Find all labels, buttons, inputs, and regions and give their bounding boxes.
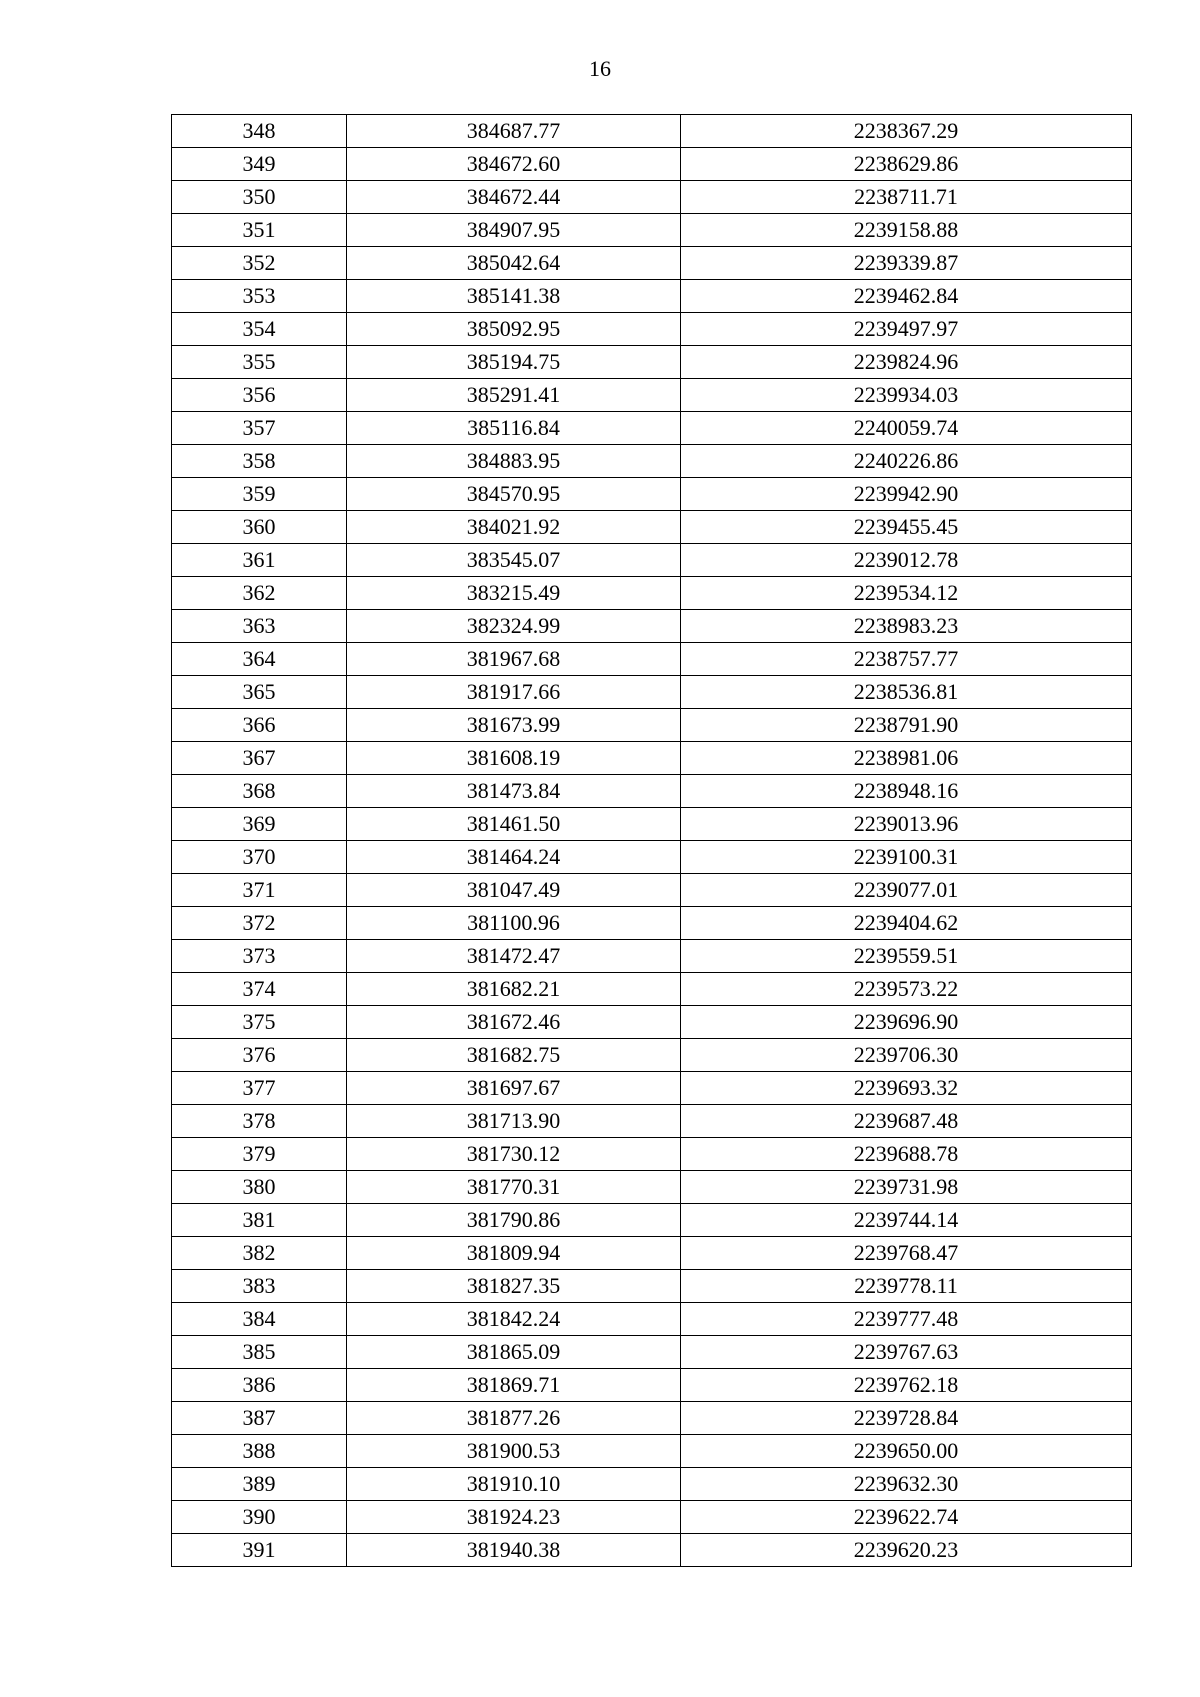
table-row <box>172 1237 1132 1270</box>
x-coordinate-cell: 382324.99 <box>347 610 681 643</box>
x-coordinate-cell: 385042.64 <box>347 247 681 280</box>
y-coordinate-cell: 2240226.86 <box>681 445 1132 478</box>
y-coordinate-cell: 2239632.30 <box>681 1468 1132 1501</box>
x-coordinate-cell: 381917.66 <box>347 676 681 709</box>
point-number-cell: 359 <box>172 478 347 511</box>
y-coordinate-cell: 2239620.23 <box>681 1534 1132 1567</box>
y-coordinate-cell: 2239728.84 <box>681 1402 1132 1435</box>
y-coordinate-cell: 2239744.14 <box>681 1204 1132 1237</box>
x-coordinate-cell: 381865.09 <box>347 1336 681 1369</box>
point-number-cell: 379 <box>172 1138 347 1171</box>
y-coordinate-cell: 2239534.12 <box>681 577 1132 610</box>
x-coordinate-cell: 381869.71 <box>347 1369 681 1402</box>
table-row <box>172 1270 1132 1303</box>
x-coordinate-cell: 381924.23 <box>347 1501 681 1534</box>
y-coordinate-cell: 2239731.98 <box>681 1171 1132 1204</box>
y-coordinate-cell: 2238981.06 <box>681 742 1132 775</box>
x-coordinate-cell: 385194.75 <box>347 346 681 379</box>
table-row <box>172 346 1132 379</box>
x-coordinate-cell: 381047.49 <box>347 874 681 907</box>
table-row <box>172 1303 1132 1336</box>
y-coordinate-cell: 2239696.90 <box>681 1006 1132 1039</box>
y-coordinate-cell: 2239339.87 <box>681 247 1132 280</box>
table-row <box>172 610 1132 643</box>
x-coordinate-cell: 384672.60 <box>347 148 681 181</box>
point-number-cell: 389 <box>172 1468 347 1501</box>
x-coordinate-cell: 381673.99 <box>347 709 681 742</box>
point-number-cell: 354 <box>172 313 347 346</box>
point-number-cell: 367 <box>172 742 347 775</box>
y-coordinate-cell: 2239693.32 <box>681 1072 1132 1105</box>
point-number-cell: 369 <box>172 808 347 841</box>
x-coordinate-cell: 384907.95 <box>347 214 681 247</box>
table-row <box>172 1336 1132 1369</box>
y-coordinate-cell: 2239687.48 <box>681 1105 1132 1138</box>
y-coordinate-cell: 2239077.01 <box>681 874 1132 907</box>
table-row <box>172 973 1132 1006</box>
point-number-cell: 371 <box>172 874 347 907</box>
point-number-cell: 387 <box>172 1402 347 1435</box>
point-number-cell: 386 <box>172 1369 347 1402</box>
y-coordinate-cell: 2239762.18 <box>681 1369 1132 1402</box>
table-row <box>172 280 1132 313</box>
point-number-cell: 360 <box>172 511 347 544</box>
table-row <box>172 742 1132 775</box>
table-row <box>172 1171 1132 1204</box>
y-coordinate-cell: 2239622.74 <box>681 1501 1132 1534</box>
table-row <box>172 214 1132 247</box>
y-coordinate-cell: 2239559.51 <box>681 940 1132 973</box>
point-number-cell: 380 <box>172 1171 347 1204</box>
table-row <box>172 1204 1132 1237</box>
point-number-cell: 391 <box>172 1534 347 1567</box>
coordinates-table-body <box>172 115 1132 1567</box>
table-row <box>172 1369 1132 1402</box>
x-coordinate-cell: 384021.92 <box>347 511 681 544</box>
y-coordinate-cell: 2239497.97 <box>681 313 1132 346</box>
x-coordinate-cell: 381697.67 <box>347 1072 681 1105</box>
point-number-cell: 348 <box>172 115 347 148</box>
y-coordinate-cell: 2240059.74 <box>681 412 1132 445</box>
x-coordinate-cell: 381682.75 <box>347 1039 681 1072</box>
x-coordinate-cell: 381472.47 <box>347 940 681 973</box>
table-row <box>172 643 1132 676</box>
table-row <box>172 1468 1132 1501</box>
point-number-cell: 357 <box>172 412 347 445</box>
x-coordinate-cell: 381464.24 <box>347 841 681 874</box>
x-coordinate-cell: 381100.96 <box>347 907 681 940</box>
x-coordinate-cell: 381730.12 <box>347 1138 681 1171</box>
y-coordinate-cell: 2239158.88 <box>681 214 1132 247</box>
x-coordinate-cell: 381672.46 <box>347 1006 681 1039</box>
point-number-cell: 384 <box>172 1303 347 1336</box>
y-coordinate-cell: 2239824.96 <box>681 346 1132 379</box>
table-row <box>172 148 1132 181</box>
point-number-cell: 374 <box>172 973 347 1006</box>
y-coordinate-cell: 2239455.45 <box>681 511 1132 544</box>
coordinates-table <box>171 114 1132 1567</box>
point-number-cell: 375 <box>172 1006 347 1039</box>
table-row <box>172 544 1132 577</box>
table-row <box>172 1138 1132 1171</box>
y-coordinate-cell: 2238367.29 <box>681 115 1132 148</box>
point-number-cell: 372 <box>172 907 347 940</box>
point-number-cell: 365 <box>172 676 347 709</box>
point-number-cell: 352 <box>172 247 347 280</box>
table-row <box>172 841 1132 874</box>
y-coordinate-cell: 2239573.22 <box>681 973 1132 1006</box>
table-row <box>172 247 1132 280</box>
x-coordinate-cell: 381608.19 <box>347 742 681 775</box>
point-number-cell: 368 <box>172 775 347 808</box>
point-number-cell: 353 <box>172 280 347 313</box>
table-row <box>172 511 1132 544</box>
table-row <box>172 478 1132 511</box>
table-row <box>172 709 1132 742</box>
x-coordinate-cell: 381877.26 <box>347 1402 681 1435</box>
page-number: 16 <box>589 56 611 81</box>
point-number-cell: 364 <box>172 643 347 676</box>
x-coordinate-cell: 381770.31 <box>347 1171 681 1204</box>
table-row <box>172 1435 1132 1468</box>
point-number-cell: 382 <box>172 1237 347 1270</box>
x-coordinate-cell: 381910.10 <box>347 1468 681 1501</box>
x-coordinate-cell: 385092.95 <box>347 313 681 346</box>
table-row <box>172 379 1132 412</box>
y-coordinate-cell: 2238711.71 <box>681 181 1132 214</box>
x-coordinate-cell: 384883.95 <box>347 445 681 478</box>
y-coordinate-cell: 2239100.31 <box>681 841 1132 874</box>
y-coordinate-cell: 2239778.11 <box>681 1270 1132 1303</box>
x-coordinate-cell: 385291.41 <box>347 379 681 412</box>
y-coordinate-cell: 2239706.30 <box>681 1039 1132 1072</box>
x-coordinate-cell: 385116.84 <box>347 412 681 445</box>
x-coordinate-cell: 384570.95 <box>347 478 681 511</box>
table-row <box>172 907 1132 940</box>
x-coordinate-cell: 383215.49 <box>347 577 681 610</box>
table-row <box>172 940 1132 973</box>
y-coordinate-cell: 2239688.78 <box>681 1138 1132 1171</box>
y-coordinate-cell: 2238757.77 <box>681 643 1132 676</box>
y-coordinate-cell: 2239934.03 <box>681 379 1132 412</box>
table-row <box>172 1534 1132 1567</box>
x-coordinate-cell: 381713.90 <box>347 1105 681 1138</box>
point-number-cell: 361 <box>172 544 347 577</box>
y-coordinate-cell: 2239012.78 <box>681 544 1132 577</box>
x-coordinate-cell: 381461.50 <box>347 808 681 841</box>
table-row <box>172 1006 1132 1039</box>
table-row <box>172 808 1132 841</box>
y-coordinate-cell: 2239462.84 <box>681 280 1132 313</box>
table-row <box>172 181 1132 214</box>
x-coordinate-cell: 381790.86 <box>347 1204 681 1237</box>
table-row <box>172 1501 1132 1534</box>
x-coordinate-cell: 384687.77 <box>347 115 681 148</box>
point-number-cell: 376 <box>172 1039 347 1072</box>
y-coordinate-cell: 2239942.90 <box>681 478 1132 511</box>
y-coordinate-cell: 2238536.81 <box>681 676 1132 709</box>
x-coordinate-cell: 383545.07 <box>347 544 681 577</box>
y-coordinate-cell: 2239768.47 <box>681 1237 1132 1270</box>
x-coordinate-cell: 381940.38 <box>347 1534 681 1567</box>
y-coordinate-cell: 2238948.16 <box>681 775 1132 808</box>
point-number-cell: 366 <box>172 709 347 742</box>
table-row <box>172 313 1132 346</box>
table-row <box>172 775 1132 808</box>
x-coordinate-cell: 381900.53 <box>347 1435 681 1468</box>
point-number-cell: 377 <box>172 1072 347 1105</box>
table-row <box>172 445 1132 478</box>
point-number-cell: 378 <box>172 1105 347 1138</box>
point-number-cell: 385 <box>172 1336 347 1369</box>
point-number-cell: 356 <box>172 379 347 412</box>
point-number-cell: 390 <box>172 1501 347 1534</box>
table-row <box>172 1402 1132 1435</box>
point-number-cell: 358 <box>172 445 347 478</box>
x-coordinate-cell: 384672.44 <box>347 181 681 214</box>
y-coordinate-cell: 2239013.96 <box>681 808 1132 841</box>
y-coordinate-cell: 2238791.90 <box>681 709 1132 742</box>
x-coordinate-cell: 381842.24 <box>347 1303 681 1336</box>
y-coordinate-cell: 2239777.48 <box>681 1303 1132 1336</box>
point-number-cell: 351 <box>172 214 347 247</box>
y-coordinate-cell: 2239650.00 <box>681 1435 1132 1468</box>
x-coordinate-cell: 381967.68 <box>347 643 681 676</box>
x-coordinate-cell: 381809.94 <box>347 1237 681 1270</box>
table-row <box>172 1039 1132 1072</box>
table-row <box>172 676 1132 709</box>
point-number-cell: 349 <box>172 148 347 181</box>
point-number-cell: 383 <box>172 1270 347 1303</box>
table-row <box>172 1105 1132 1138</box>
table-row <box>172 577 1132 610</box>
y-coordinate-cell: 2239404.62 <box>681 907 1132 940</box>
point-number-cell: 373 <box>172 940 347 973</box>
point-number-cell: 388 <box>172 1435 347 1468</box>
y-coordinate-cell: 2238983.23 <box>681 610 1132 643</box>
y-coordinate-cell: 2238629.86 <box>681 148 1132 181</box>
x-coordinate-cell: 381827.35 <box>347 1270 681 1303</box>
table-row <box>172 412 1132 445</box>
y-coordinate-cell: 2239767.63 <box>681 1336 1132 1369</box>
point-number-cell: 381 <box>172 1204 347 1237</box>
x-coordinate-cell: 381682.21 <box>347 973 681 1006</box>
point-number-cell: 362 <box>172 577 347 610</box>
point-number-cell: 350 <box>172 181 347 214</box>
table-row <box>172 115 1132 148</box>
x-coordinate-cell: 385141.38 <box>347 280 681 313</box>
point-number-cell: 355 <box>172 346 347 379</box>
table-row <box>172 1072 1132 1105</box>
x-coordinate-cell: 381473.84 <box>347 775 681 808</box>
point-number-cell: 370 <box>172 841 347 874</box>
table-row <box>172 874 1132 907</box>
point-number-cell: 363 <box>172 610 347 643</box>
